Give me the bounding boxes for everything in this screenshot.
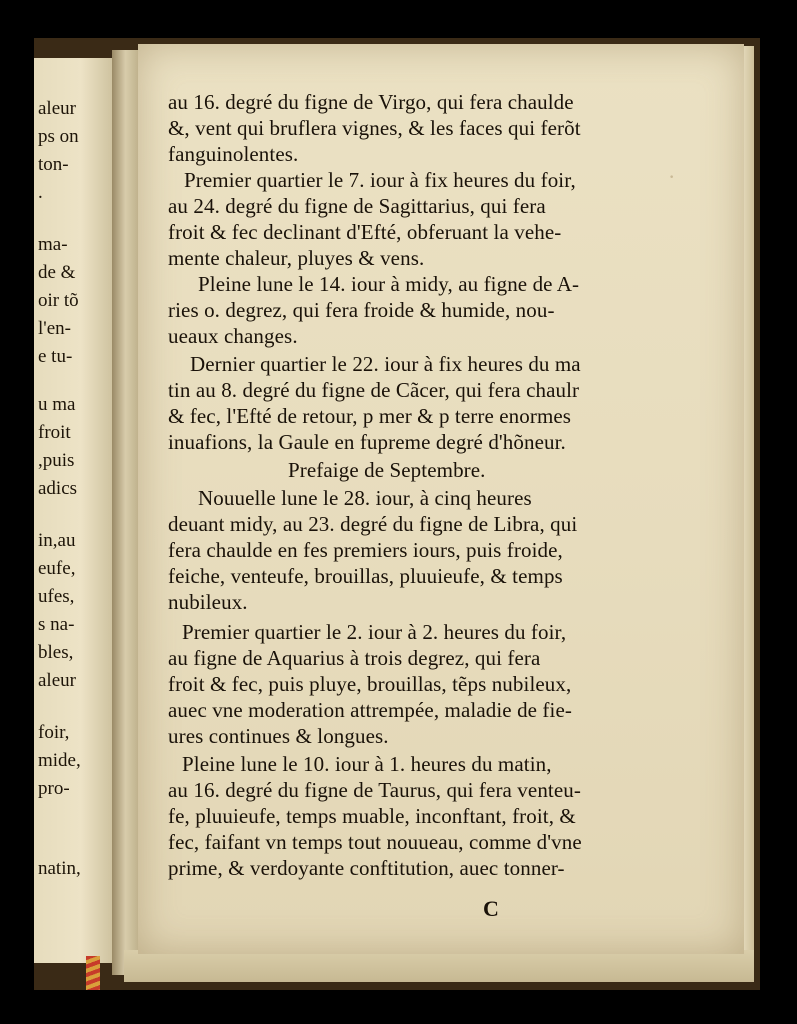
text-line: Pleine lune le 14. iour à midy, au figne de A- — [198, 272, 580, 296]
text-line: deuant midy, au 23. degré du figne de Libra, qui — [168, 512, 578, 536]
prev-page-fragment: foir, — [38, 722, 70, 743]
prev-page-fragment: de & — [38, 262, 76, 283]
signature-mark: C — [483, 896, 499, 921]
prev-page-fragment: in,au — [38, 530, 76, 551]
text-line: froit & fec declinant d'Efté, obferuant la vehe- — [168, 220, 562, 244]
text-page — [138, 44, 744, 954]
text-line: mente chaleur, pluyes & vens. — [168, 246, 425, 270]
prev-page-fragment: ,puis — [38, 450, 75, 471]
previous-page — [34, 58, 114, 963]
prev-page-fragment: natin, — [38, 858, 81, 879]
prev-page-fragment: eufe, — [38, 558, 76, 579]
text-line: tin au 8. degré du figne de Cãcer, qui fera chaulr — [168, 378, 580, 402]
text-line: ries o. degrez, qui fera froide & humide, nou- — [168, 298, 555, 322]
text-line: ueaux changes. — [168, 324, 298, 348]
text-line: au figne de Aquarius à trois degrez, qui fera — [168, 646, 541, 670]
prev-page-fragment: s na- — [38, 614, 75, 635]
text-line: &, vent qui bruflera vignes, & les faces qui ferõt — [168, 116, 581, 140]
prev-page-fragment: e tu- — [38, 346, 73, 367]
text-line: Premier quartier le 7. iour à fix heures du foir, — [184, 168, 576, 192]
prev-page-fragment: l'en- — [38, 318, 71, 339]
text-line: fe, pluuieufe, temps muable, inconftant, froit, & — [168, 804, 576, 828]
text-line: au 16. degré du figne de Taurus, qui fera venteu- — [168, 778, 581, 802]
text-line: prime, & verdoyante conftitution, auec tonner- — [168, 856, 565, 880]
book-scan — [34, 38, 760, 990]
text-line: auec vne moderation attrempée, maladie de fie- — [168, 698, 572, 722]
section-heading: Prefaige de Septembre. — [288, 458, 486, 482]
prev-page-fragment: ma- — [38, 234, 68, 255]
prev-page-fragment: . — [38, 182, 43, 203]
text-line: Premier quartier le 2. iour à 2. heures du foir, — [182, 620, 567, 644]
text-line: fera chaulde en fes premiers iours, puis froide, — [168, 538, 563, 562]
text-line: Pleine lune le 10. iour à 1. heures du matin, — [182, 752, 552, 776]
prev-page-fragment: froit — [38, 422, 71, 443]
bookmark-ribbon — [86, 956, 100, 990]
text-line: fec, faifant vn temps tout nouueau, comme d'vne — [168, 830, 582, 854]
prev-page-fragment: bles, — [38, 642, 74, 663]
text-line: Dernier quartier le 22. iour à fix heures du ma — [190, 352, 581, 376]
margin-mark: · — [668, 164, 676, 189]
prev-page-fragment: aleur — [38, 98, 76, 119]
text-line: inuafions, la Gaule en fupreme degré d'hõneur. — [168, 430, 566, 454]
prev-page-fragment: adics — [38, 478, 78, 499]
prev-page-fragment: aleur — [38, 670, 76, 691]
prev-page-fragment: pro- — [38, 778, 70, 799]
prev-page-fragment: ps on — [38, 126, 79, 147]
text-line: au 24. degré du figne de Sagittarius, qui fera — [168, 194, 546, 218]
prev-page-fragment: u ma — [38, 394, 76, 415]
text-line: feiche, venteufe, brouillas, pluuieufe, & temps — [168, 564, 563, 588]
text-line: Nouuelle lune le 28. iour, à cinq heures — [198, 486, 532, 510]
text-line: fanguinolentes. — [168, 142, 299, 166]
prev-page-fragment: ufes, — [38, 586, 75, 607]
prev-page-fragment: mide, — [38, 750, 81, 771]
prev-page-fragment: oir tõ — [38, 290, 79, 311]
text-line: nubileux. — [168, 590, 248, 614]
text-line: & fec, l'Efté de retour, p mer & p terre enormes — [168, 404, 572, 428]
bottom-edge — [124, 950, 754, 982]
prev-page-fragment: ton- — [38, 154, 69, 175]
text-line: froit & fec, puis pluye, brouillas, tẽps nubileux, — [168, 672, 572, 696]
text-line: ures continues & longues. — [168, 724, 389, 748]
text-line: au 16. degré du figne de Virgo, qui fera chaulde — [168, 90, 574, 114]
